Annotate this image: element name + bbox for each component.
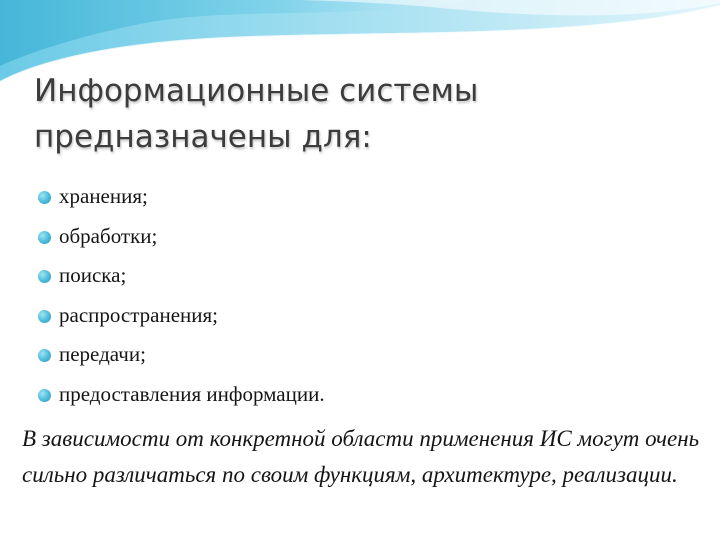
bullet-dot-icon xyxy=(38,270,51,283)
slide-title: Информационные системы предназначены для: xyxy=(34,73,479,155)
list-item xyxy=(38,296,325,336)
list-item-text: обработки; xyxy=(59,223,158,248)
list-item xyxy=(38,217,325,257)
bullet-dot-icon xyxy=(38,389,51,402)
list-item-text: предоставления информации. xyxy=(59,381,325,406)
list-item xyxy=(38,177,325,217)
bullet-dot-icon xyxy=(38,191,51,204)
list-item-text: распространения; xyxy=(59,302,219,327)
list-item-text: передачи; xyxy=(59,342,146,367)
bullet-dot-icon xyxy=(38,310,51,323)
bullet-list xyxy=(38,177,325,415)
list-item-text: хранения; xyxy=(59,184,148,208)
list-item xyxy=(38,335,325,375)
list-item-text: поиска; xyxy=(59,263,127,288)
note-paragraph: В зависимости от конкретной области применения ИС могут очень сильно различаться по своим функциям, архитектуре, реализации. xyxy=(22,426,700,487)
bullet-dot-icon xyxy=(38,231,51,244)
bullet-dot-icon xyxy=(38,349,51,362)
list-item xyxy=(38,375,325,415)
list-item xyxy=(38,256,325,296)
